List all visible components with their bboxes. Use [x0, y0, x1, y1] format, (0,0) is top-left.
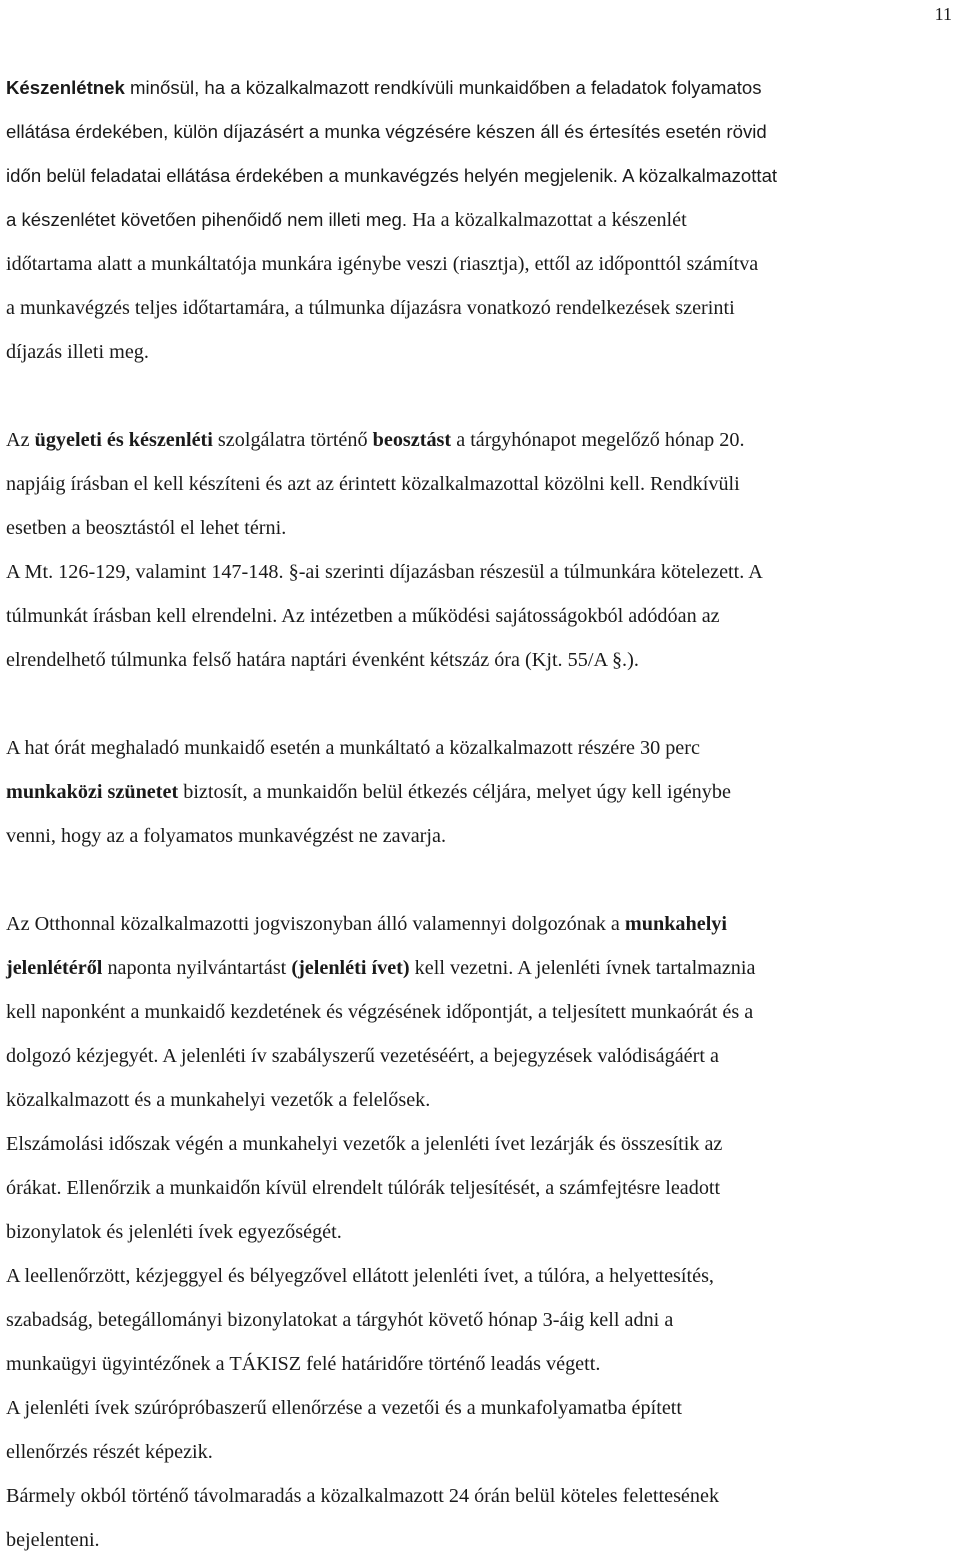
text-line: venni, hogy az a folyamatos munkavégzést ne zavarja. — [6, 825, 447, 847]
paragraph-duty-schedule — [6, 418, 958, 682]
text-line: időn belül feladatai ellátása érdekében a munkavégzés helyén megjelenik. A közalkalmazottat — [6, 165, 778, 186]
paragraph-break-time — [6, 726, 958, 858]
document-body — [6, 66, 958, 1562]
text-line: szolgálatra történő — [212, 429, 373, 451]
text-line: ellátása érdekében, külön díjazásért a munka végzésére készen áll és értesítés esetén rövid — [6, 121, 767, 142]
text-line: kell vezetni. A jelenléti ívnek tartalmaznia — [409, 957, 756, 979]
text-line: kell naponként a munkaidő kezdetének és végzésének időpontját, a teljesített munkaórát és a — [6, 1001, 754, 1023]
page-number: 11 — [934, 4, 952, 24]
text-line: minősül, ha a közalkalmazott rendkívüli munkaidőben a feladatok folyamatos — [124, 77, 762, 98]
text-line: Bármely okból történő távolmaradás a közalkalmazott 24 órán belül köteles felettesének — [6, 1485, 720, 1507]
text-line: A hat órát meghaladó munkaidő esetén a munkáltató a közalkalmazott részére 30 perc — [6, 737, 700, 759]
text-line: bejelenteni. — [6, 1529, 100, 1551]
text-line: munkaügyi ügyintézőnek a TÁKISZ felé határidőre történő leadás végett. — [6, 1353, 601, 1375]
text-line: Ha a közalkalmazottat a készenlét — [407, 209, 687, 231]
text-line: ellenőrzés részét képezik. — [6, 1441, 213, 1463]
term-beosztast: beosztást — [372, 429, 452, 451]
text-line: a készenlétet követően pihenőidő nem illeti meg. — [6, 209, 408, 230]
term-ugyeleti-keszenleti: ügyeleti és készenléti — [34, 429, 213, 451]
text-line: biztosít, a munkaidőn belül étkezés céljára, melyet úgy kell igénybe — [178, 781, 731, 803]
text-line: szabadság, betegállományi bizonylatokat a tárgyhót követő hónap 3-áig kell adni a — [6, 1309, 674, 1331]
text-line: a tárgyhónapot megelőző hónap 20. — [451, 429, 745, 451]
text-line: közalkalmazott és a munkahelyi vezetők a felelősek. — [6, 1089, 431, 1111]
term-munkahelyi: munkahelyi — [624, 913, 728, 935]
text-line: Az Otthonnal közalkalmazotti jogviszonyban álló valamennyi dolgozónak a — [6, 913, 625, 935]
text-line: Elszámolási időszak végén a munkahelyi vezetők a jelenléti ívet lezárják és összesítik az — [6, 1133, 723, 1155]
term-jelenleterol: jelenlétéről — [6, 957, 103, 979]
text-line: Az — [6, 429, 35, 451]
text-line: elrendelhető túlmunka felső határa naptári évenként kétszáz óra (Kjt. 55/A §.). — [6, 649, 639, 671]
paragraph-standby — [6, 66, 958, 374]
term-jelenleti-ivet: (jelenléti ívet) — [291, 957, 410, 979]
text-line: dolgozó kézjegyét. A jelenléti ív szabályszerű vezetéséért, a bejegyzések valódiságáért a — [6, 1045, 719, 1067]
text-line: bizonylatok és jelenléti ívek egyezőségét. — [6, 1221, 342, 1243]
text-line: A leellenőrzött, kézjeggyel és bélyegzővel ellátott jelenléti ívet, a túlóra, a helyettesítés, — [6, 1265, 714, 1287]
text-line: napjáig írásban el kell készíteni és azt az érintett közalkalmazottal közölni kell. Rendkívüli — [6, 473, 740, 495]
text-line: A jelenléti ívek szúrópróbaszerű ellenőrzése a vezetői és a munkafolyamatba épített — [6, 1397, 682, 1419]
text-line: órákat. Ellenőrzik a munkaidőn kívül elrendelt túlórák teljesítését, a számfejtésre leadott — [6, 1177, 721, 1199]
text-line: A Mt. 126-129, valamint 147-148. §-ai szerinti díjazásban részesül a túlmunkára kötelezett. A — [6, 561, 763, 583]
text-line: túlmunkát írásban kell elrendelni. Az intézetben a működési sajátosságokból adódóan az — [6, 605, 720, 627]
text-line: esetben a beosztástól el lehet térni. — [6, 517, 287, 539]
text-line: naponta nyilvántartást — [102, 957, 292, 979]
term-keszenletnek: Készenlétnek — [6, 77, 125, 98]
text-line: a munkavégzés teljes időtartamára, a túlmunka díjazásra vonatkozó rendelkezések szerinti — [6, 297, 735, 319]
paragraph-attendance — [6, 902, 958, 1562]
term-munkakozi-szunet: munkaközi szünetet — [6, 781, 179, 803]
text-line: időtartama alatt a munkáltatója munkára igénybe veszi (riasztja), ettől az időponttól számítva — [6, 253, 759, 275]
text-line: díjazás illeti meg. — [6, 341, 149, 363]
